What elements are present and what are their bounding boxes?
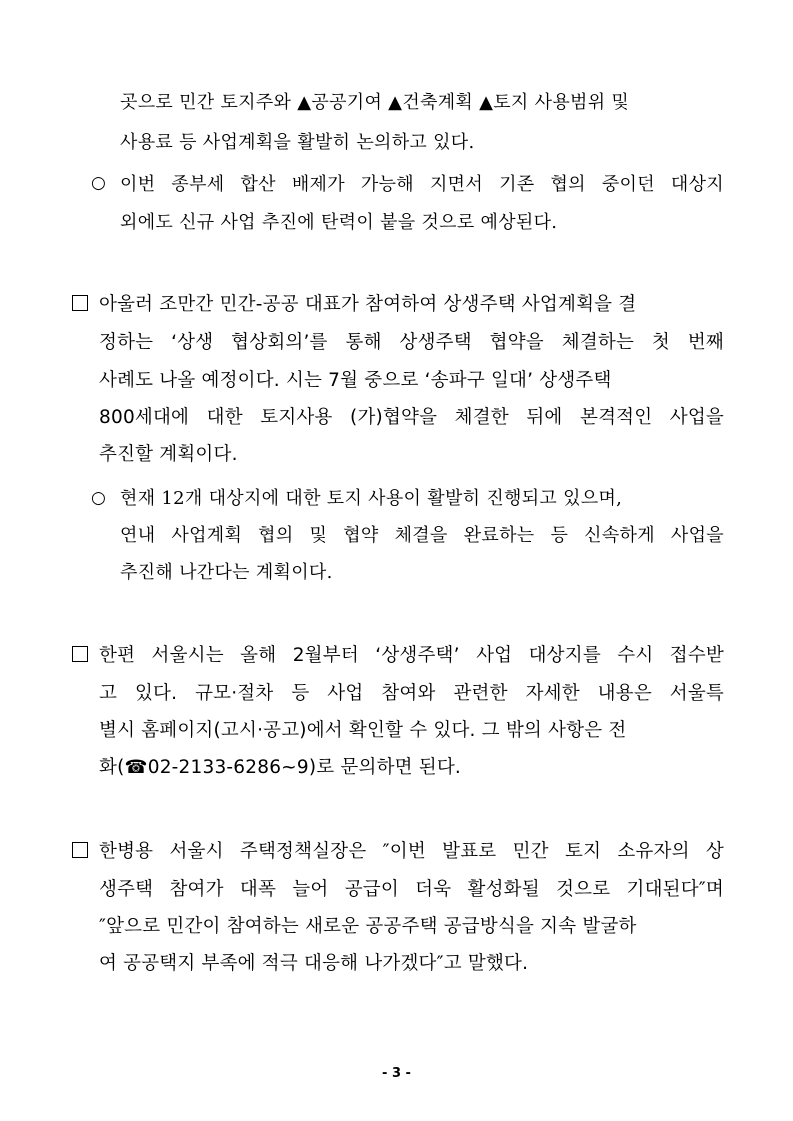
section-line: 아울러 조만간 민간-공공 대표가 참여하여 상생주택 사업계획을 결	[99, 294, 637, 315]
intro-line: 곳으로 민간 토지주와 ▲공공기여 ▲건축계획 ▲토지 사용범위 및	[120, 92, 630, 113]
sub-bullet-line: 외에도 신규 사업 추진에 탄력이 붙을 것으로 예상된다.	[120, 212, 558, 233]
section-line: 여 공공택지 부족에 적극 대응해 나가겠다″고 말했다.	[99, 953, 529, 974]
section-line: 한병용 서울시 주택정책실장은 ″이번 발표로 민간 토지 소유자의 상	[99, 841, 724, 862]
section-line: 한편 서울시는 올해 2월부터 ‘상생주택’ 사업 대상지를 수시 접수받	[99, 645, 724, 666]
intro-line: 사용료 등 사업계획을 활발히 논의하고 있다.	[120, 132, 475, 153]
section-line: 추진할 계획이다.	[99, 444, 238, 465]
square-bullet-icon	[72, 842, 88, 858]
section-line: 정하는 ‘상생 협상회의’를 통해 상생주택 협약을 체결하는 첫 번째	[99, 332, 724, 353]
section-line: 고 있다. 규모·절차 등 사업 참여와 관련한 자세한 내용은 서울특	[99, 683, 724, 704]
section-line: ″앞으로 민간이 참여하는 새로운 공공주택 공급방식을 지속 발굴하	[99, 916, 637, 937]
section-line: 800세대에 대한 토지사용 (가)협약을 체결한 뒤에 본격적인 사업을	[99, 407, 724, 428]
square-bullet-icon	[72, 646, 88, 662]
section-line: 화(☎02-2133-6286~9)로 문의하면 된다.	[99, 757, 462, 778]
sub-bullet-line: 추진해 나간다는 계획이다.	[120, 562, 333, 583]
sub-bullet-line: 연내 사업계획 협의 및 협약 체결을 완료하는 등 신속하게 사업을	[120, 525, 724, 546]
square-bullet-icon	[72, 295, 88, 311]
circle-bullet-icon: ○	[91, 488, 106, 508]
page-number: - 3 -	[382, 1066, 411, 1081]
section-line: 생주택 참여가 대폭 늘어 공급이 더욱 활성화될 것으로 기대된다″며	[99, 879, 724, 900]
sub-bullet-line: 현재 12개 대상지에 대한 토지 사용이 활발히 진행되고 있으며,	[120, 488, 623, 509]
circle-bullet-icon: ○	[91, 173, 106, 193]
section-line: 별시 홈페이지(고시·공고)에서 확인할 수 있다. 그 밖의 사항은 전	[99, 720, 627, 741]
section-line: 사례도 나올 예정이다. 시는 7월 중으로 ‘송파구 일대’ 상생주택	[99, 370, 612, 391]
sub-bullet-line: 이번 종부세 합산 배제가 가능해 지면서 기존 협의 중이던 대상지	[120, 174, 724, 195]
